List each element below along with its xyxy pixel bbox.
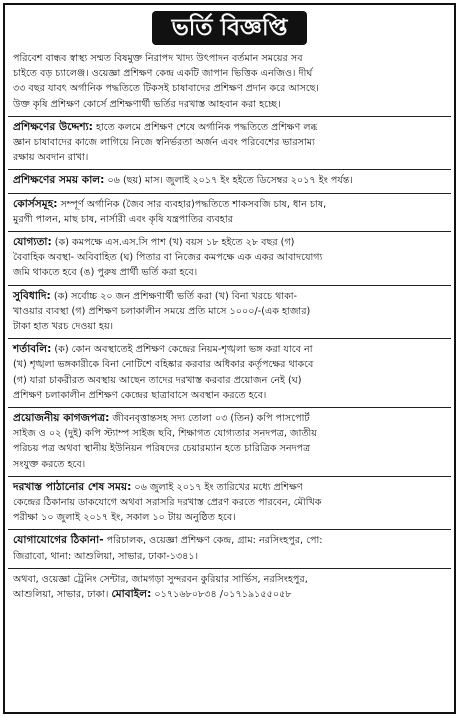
notice-title: ভর্তি বিজ্ঞপ্তি (152, 11, 308, 45)
benefits-text: টাকা হাত খরচ দেওয়া হয়। (13, 321, 114, 333)
conditions-text: (ক) কোন অবস্থাতেই প্রশিক্ষণ কেন্দ্রের নিয়ম-শৃঙ্খলা ভঙ্গ করা যাবে না (51, 344, 313, 356)
eligibility-text: (ক) কমপক্ষে এস.এস.সি পাশ (খ) বয়স ১৮ হইতে ২৮ বছর (গ) (51, 237, 295, 249)
eligibility-text: বৈবাহিক অবস্থা- অবিবাহিত (ঘ) পিতার বা নিজের কমপক্ষে এক একর আবাদযোগ্য (13, 252, 323, 264)
benefits-label: সুবিধাদি: (13, 289, 51, 302)
courses-section (8, 193, 451, 231)
eligibility-section (8, 231, 451, 285)
contact-label: যোগাযোগের ঠিকানা- (13, 534, 104, 547)
deadline-section (8, 476, 451, 530)
intro-line: পরিবেশ বান্ধব স্বাস্থ্য সম্মত বিষমুক্ত নিরাপদ খাদ্য উৎপাদন বর্তমান সময়ের সব (13, 53, 303, 64)
documents-text: সাইজ ও ০২ (দুই) কপি স্ট্যাম্প সাইজ ছবি, শিক্ষাগত যোগ্যতার সনদপত্র, জাতীয় (13, 428, 317, 440)
duration-text: ০৬ (ছয়) মাস। জুলাই ২০১৭ ইং হইতে ডিসেম্বর ২০১৭ ইং পর্যন্ত। (104, 175, 353, 187)
eligibility-text: জমি থাকতে হবে (ঙ) পুরুষ প্রার্থী ভর্তি করা হবে। (13, 267, 198, 279)
documents-text: সংযুক্ত করতে হবে। (13, 458, 86, 470)
deadline-label: দরখাস্ত পাঠানোর শেষ সময়: (13, 480, 132, 493)
conditions-text: (গ) যারা চাকরীরত অবস্থায় আছেন তাদের দরখাস্ত করবার প্রয়োজন নেই (ঘ) (13, 374, 302, 386)
objective-text: জ্ঞান চাষাবাদের কাজে লাগিয়ে নিজে স্বনির্ভরতা অর্জন এবং পরিবেশের ভারসাম্য (13, 137, 315, 149)
duration-label: প্রশিক্ষণের সময় কাল: (13, 174, 105, 187)
objective-text: রক্ষায় অবদান রাখা। (13, 152, 89, 164)
duration-section (8, 169, 451, 192)
admission-notice (3, 3, 456, 714)
courses-text: মুরগী পালন, মাছ চাষ, নার্সারী এবং কৃষি যন্ত্রপাতির ব্যবহার (13, 213, 233, 225)
intro-line: উক্ত কৃষি প্রশিক্ষণ কোর্সে প্রশিক্ষণার্থী ভর্তির দরখাস্ত আহবান করা হচ্ছে। (13, 98, 281, 110)
benefits-section (8, 285, 451, 339)
documents-section (8, 407, 451, 476)
eligibility-label: যোগ্যতা: (13, 236, 52, 249)
conditions-text: (খ) শৃঙ্খলা ভঙ্গকারীকে বিনা নোটিশে বহিষ্কার করবার অধিকার কর্তৃপক্ষের থাকবে (13, 359, 314, 371)
mobile-label: মোবাইল: (111, 588, 152, 601)
conditions-label: শর্তাবলি: (13, 343, 52, 356)
alternate-address-text: আশুলিয়া, সাভার, ঢাকা। (13, 589, 112, 601)
benefits-text: (ক) সর্বোচ্চ ২০ জন প্রশিক্ষণার্থী ভর্তি করা (খ) বিনা খরচে থাকা- (50, 290, 298, 302)
intro-line: ৩৩ বছর যাবৎ অর্গানিক পদ্ধতিতে টিকসই চাষাবাদের প্রশিক্ষণ প্রদান করে আসছে। (13, 83, 319, 95)
conditions-text: প্রশিক্ষণ চলাকালীন প্রশিক্ষণ কেন্দ্রের ছাত্রাবাসে অবস্থান করতে হবে। (13, 389, 267, 401)
deadline-text: ০৬ জুলাই ২০১৭ ইং তারিখের মধ্যে প্রশিক্ষণ (131, 481, 303, 493)
courses-text: সম্পূর্ণ অর্গানিক (জৈব সার ব্যবহার)পদ্ধতিতে শাকসবজি চাষ, ধান চাষ, (57, 198, 327, 210)
title-area (5, 11, 454, 49)
contact-section (8, 529, 451, 567)
conditions-section (8, 338, 451, 407)
benefits-text: খাওয়ার ব্যবস্থা (গ) প্রশিক্ষণ চলাকালীন সময়ে প্রতি মাসে ১০০০/-(এক হাজার) (13, 305, 311, 317)
documents-text: পরিচয় পত্র অথবা স্থানীয় ইউনিয়ন পরিষদের চেয়ারম্যান হতে চারিত্রিক সনদপত্র (13, 443, 311, 455)
courses-label: কোর্সসমূহ: (13, 197, 58, 210)
contact-text: জিরাবো, থানা: আশুলিয়া, সাভার, ঢাকা-১৩৪১। (13, 550, 199, 562)
objective-section (8, 116, 451, 170)
documents-text: জীবনবৃত্তান্তসহ সদ্য তোলা ০৩ (তিন) কপি পাসপোর্ট (109, 413, 310, 425)
documents-label: প্রয়োজনীয় কাগজপত্র: (13, 412, 110, 425)
mobile-numbers: ০১৭১৬৮০৮৩৪ /০১৭১৯১৫৫০৫৮ (151, 589, 292, 601)
objective-text: হাতে কলমে প্রশিক্ষণ শেষে অর্গানিক পদ্ধতিতে প্রশিক্ষণ লব্ধ (92, 121, 318, 133)
alternate-address-section (8, 568, 451, 606)
deadline-text: পরীক্ষা ১০ জুলাই ২০১৭ ইং, সকাল ১০ টায় অনুষ্ঠিত হবে। (13, 512, 236, 524)
intro-line: চাইতে বড় চ্যালেঞ্জ। ওয়েজ্ঞা প্রশিক্ষণ কেন্দ্র একটি জাপান ভিত্তিক এনজিও। দীর্ঘ (13, 68, 313, 80)
contact-text: পরিচালক, ওয়েজ্ঞা প্রশিক্ষণ কেন্দ্র, গ্রাম: নরসিংহপুর, পো: (103, 535, 323, 547)
deadline-text: কেন্দ্রের ঠিকানায় ডাকযোগে অথবা সরাসরি দরখাস্ত প্রেরণ করতে পারবেন, মৌখিক (13, 497, 322, 509)
objective-label: প্রশিক্ষণের উদ্দেশ্য: (13, 120, 93, 133)
alternate-address-text: অথবা, ওয়েজ্ঞা ট্রেনিং সেন্টার, জামগড়া সুন্দরবন কুরিয়ার সার্ভিস, নরসিংহপুর, (13, 573, 308, 585)
intro-section (8, 49, 451, 116)
